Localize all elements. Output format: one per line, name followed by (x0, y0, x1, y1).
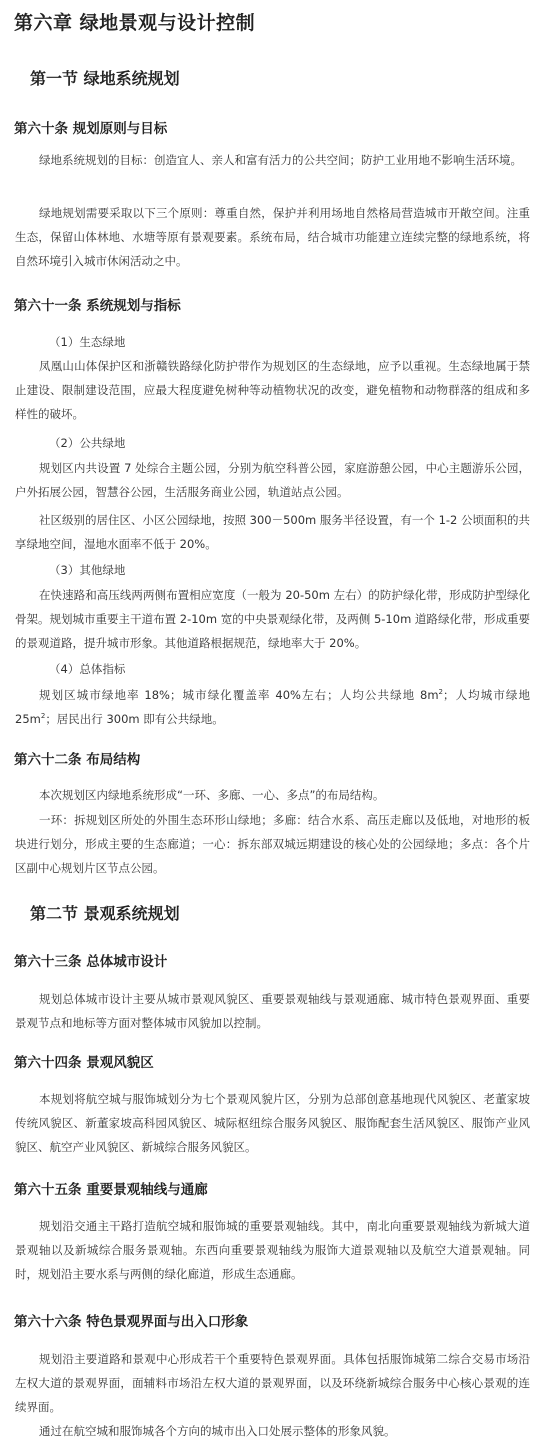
section-title-1: 第一节 绿地系统规划 (30, 69, 180, 88)
article-64-paragraph-1: 本规划将航空城与服饰城划分为七个景观风貌片区，分别为总部创意基地现代风貌区、老董家坡传统风貌区、新董家坡高科园风貌区、城际枢纽综合服务风貌区、服饰配套生活风貌区、服饰产业风貌区、航空产业风貌区、新城综合服务风貌区。 (15, 1092, 530, 1154)
indicator-text-1: 规划区城市绿地率 18%；城市绿化覆盖率 40%左右；人均公共绿地 8m (39, 688, 439, 702)
article-60-paragraph-2: 绿地规划需要采取以下三个原则：尊重自然，保护并利用场地自然格局营造城市开敞空间。注重生态，保留山体林地、水塘等原有景观要素。系统布局，结合城市功能建立连续完整的绿地系统，将自然环境引入城市休闲活动之中。 (15, 206, 530, 268)
article-60-title: 第六十条 规划原则与目标 (14, 121, 168, 137)
article-61-paragraph-3: 社区级别的居住区、小区公园绿地，按照 300－500m 服务半径设置，有一个 1-2 公顷面积的共享绿地空间，湿地水面率不低于 20%。 (15, 513, 531, 551)
article-66-paragraph-2: 通过在航空城和服饰城各个方向的城市出入口处展示整体的形象风貌。 (39, 1424, 396, 1438)
article-62-paragraph-1: 本次规划区内绿地系统形成“一环、多廊、一心、多点”的布局结构。 (39, 788, 385, 802)
article-61-paragraph-1: 凤凰山山体保护区和浙赣铁路绿化防护带作为规划区的生态绿地，应予以重视。生态绿地属于禁止建设、限制建设范围，应最大程度避免树种等动植物状况的改变，避免植物和动物群落的组成和多样性的破坏。 (15, 359, 530, 421)
article-65-paragraph-1: 规划沿交通主干路打造航空城和服饰城的重要景观轴线。其中，南北向重要景观轴线为新城大道景观轴以及新城综合服务景观轴。东西向重要景观轴线为服饰大道景观轴以及航空大道景观轴。同时，规划沿主要水系与两侧的绿化廊道，形成生态通廊。 (15, 1219, 530, 1281)
article-66-title: 第六十六条 特色景观界面与出入口形象 (14, 1314, 249, 1330)
article-62-title: 第六十二条 布局结构 (14, 752, 141, 768)
article-61-paragraph-2: 规划区内共设置 7 处综合主题公园，分别为航空科普公园，家庭游憩公园，中心主题游乐公园，户外拓展公园，智慧谷公园，生活服务商业公园，轨道站点公园。 (15, 461, 530, 499)
chapter-title: 第六章 绿地景观与设计控制 (14, 12, 256, 34)
indicator-text-2: ；人均城市绿地 25m (15, 688, 531, 726)
article-61-paragraph-4: 在快速路和高压线两两侧布置相应宽度（一般为 20-50m 左右）的防护绿化带，形成防护型绿化骨架。规划城市重要主干道布置 2-10m 宽的中央景观绿化带，及两侧 5-10m 道路绿化带，形成重要的景观道路，提升城市形象。其他道路根据规范，绿地率大于 20%。 (15, 588, 530, 650)
article-63-paragraph-1: 规划总体城市设计主要从城市景观风貌区、重要景观轴线与景观通廊、城市特色景观界面、重要景观节点和地标等方面对整体城市风貌加以控制。 (15, 992, 530, 1030)
indicator-text-3: ；居民出行 300m 即有公共绿地。 (45, 712, 224, 726)
article-63-title: 第六十三条 总体城市设计 (14, 954, 168, 970)
article-61-title: 第六十一条 系统规划与指标 (14, 298, 181, 314)
article-64-title: 第六十四条 景观风貌区 (14, 1055, 154, 1071)
article-61-heading-4: （4）总体指标 (49, 662, 126, 676)
section-title-2: 第二节 景观系统规划 (30, 904, 180, 923)
article-61-heading-1: （1）生态绿地 (49, 335, 126, 349)
article-66-paragraph-1: 规划沿主要道路和景观中心形成若干个重要特色景观界面。具体包括服饰城第二综合交易市场沿左权大道的景观界面，面辅料市场沿左权大道的景观界面，以及环绕新城综合服务中心核心景观的连续界面。 (15, 1352, 530, 1414)
article-61-paragraph-5 (15, 683, 530, 731)
unit-superscript-2: 2 (40, 712, 46, 721)
article-62-paragraph-2: 一环：拆规划区所处的外围生态环形山绿地；多廊：结合水系、高压走廊以及低地，对地形的板块进行划分，形成主要的生态廊道；一心：拆东部双城远期建设的核心处的公园绿地；多点：各个片区副中心规划片区节点公园。 (15, 813, 530, 875)
article-60-paragraph-1: 绿地系统规划的目标：创造宜人、亲人和富有活力的公共空间；防护工业用地不影响生活环境。 (39, 153, 522, 167)
unit-superscript-1: 2 (438, 688, 443, 697)
article-61-heading-2: （2）公共绿地 (49, 436, 126, 450)
article-61-heading-3: （3）其他绿地 (49, 563, 126, 577)
article-65-title: 第六十五条 重要景观轴线与通廊 (14, 1182, 208, 1198)
